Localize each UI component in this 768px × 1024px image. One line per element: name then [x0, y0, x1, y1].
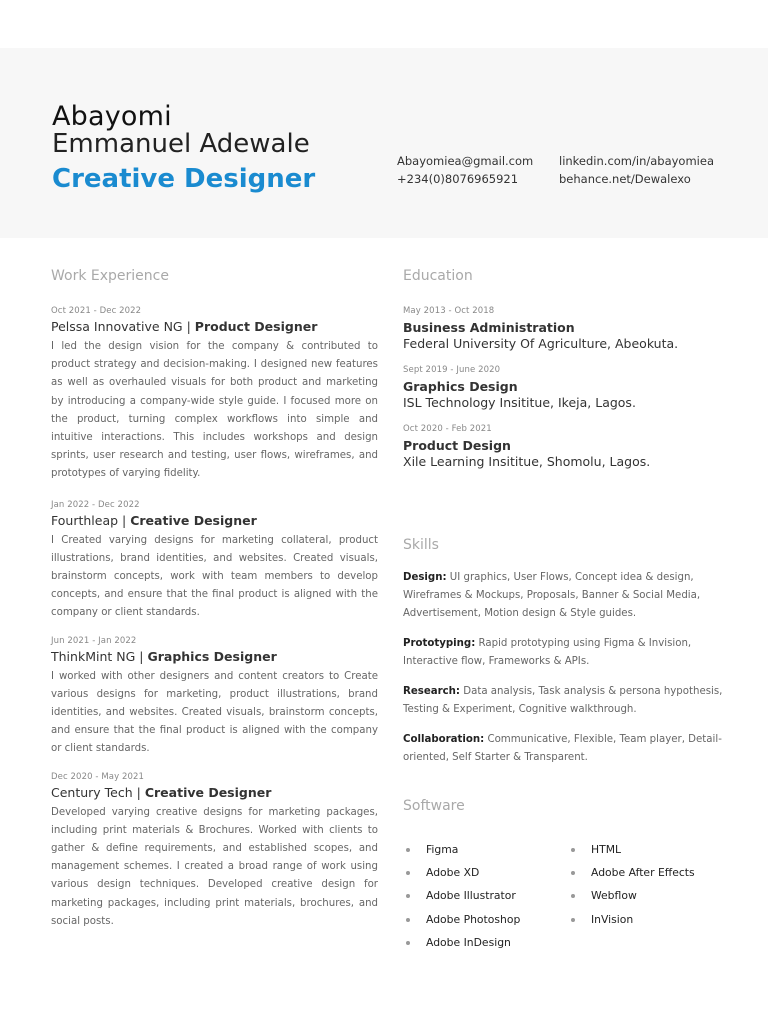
education-school: ISL Technology Insititue, Ikeja, Lagos. — [403, 395, 636, 410]
skill-text: UI graphics, User Flows, Concept idea & design, Wireframes & Mockups, Proposals, Banner & Social Media, Advertisement, Motion design & Style guides. — [403, 572, 701, 619]
job-date: Jan 2022 - Dec 2022 — [51, 499, 140, 510]
bullet-icon — [571, 894, 575, 898]
first-name: Abayomi — [52, 101, 172, 132]
bullet-icon — [406, 894, 410, 898]
job-role: Creative Designer — [52, 164, 316, 194]
education-title: Education — [403, 268, 473, 284]
skill-entry — [403, 569, 723, 623]
skill-text: Rapid prototyping using Figma & Invision, Interactive flow, Frameworks & APIs. — [403, 638, 692, 667]
software-item: Adobe InDesign — [426, 936, 511, 949]
software-item: Figma — [426, 843, 458, 856]
job-description: Developed varying creative designs for marketing packages, including print materials & Brochures. Worked with clients to gather & define requirements, and established scopes, and management schemes. I created a broad range of work using various design techniques. Developed creative design for marketing packages, including print materials, brochures, and social posts. — [51, 806, 378, 927]
behance-link[interactable]: behance.net/Dewalexo — [559, 172, 691, 186]
job-date: Oct 2021 - Dec 2022 — [51, 306, 142, 316]
job-heading: ThinkMint NG | Graphics Designer — [51, 648, 277, 664]
work-experience-title: Work Experience — [51, 268, 169, 284]
job-description: I Created varying designs for marketing collateral, product illustrations, brand identities, and websites. Created visuals, brainstorm concepts, work with team members to develop concepts, and ensure that the final product is aligned with the company or client standards. — [51, 534, 378, 619]
job-role: Creative Designer — [144, 784, 272, 800]
job-date: Dec 2020 - May 2021 — [51, 771, 145, 782]
contact-column-2 — [559, 152, 714, 188]
job-role: Product Designer — [194, 319, 318, 334]
education-entry — [403, 365, 723, 410]
bullet-icon — [571, 918, 575, 922]
job-entry — [51, 500, 378, 623]
software-title: Software — [403, 798, 465, 814]
software-item: Adobe XD — [426, 866, 479, 879]
bullet-icon — [406, 871, 410, 875]
job-company: ThinkMint NG — [51, 648, 136, 664]
software-section — [403, 798, 723, 949]
bullet-icon — [571, 871, 575, 875]
education-entry — [403, 306, 723, 351]
software-item: Adobe After Effects — [591, 866, 695, 879]
job-entry — [51, 306, 378, 484]
job-description: I worked with other designers and content creators to Create various designs for marketing, product illustrations, brand identities, and websites. Created visuals, brainstorm concepts, and ensure that the final product is aligned with the company or client standards. — [51, 670, 378, 755]
job-date: Jun 2021 - Jan 2022 — [51, 635, 137, 646]
education-entry — [403, 424, 723, 469]
job-description: I led the design vision for the company & contributed to product strategy and decision-making. I designed new features as well as overhauled visuals for both product and marketing by introducing a company-wide style guide. I focused more on the product, turning complex workflows into simple and intuitive interactions. This includes workshops and design sprints, user research and testing, user flows, wireframes, and prototypes of varying fidelity. — [51, 341, 378, 480]
software-item: InVision — [591, 913, 633, 926]
job-role: Graphics Designer — [147, 648, 277, 664]
phone-number: +234(0)8076965921 — [397, 172, 519, 186]
skill-entry — [403, 683, 723, 719]
software-item: Adobe Photoshop — [426, 913, 520, 926]
job-company: Fourthleap — [51, 512, 119, 528]
job-heading: Pelssa Innovative NG | Product Designer — [51, 319, 318, 334]
skill-text: Communicative, Flexible, Team player, Detail-oriented, Self Starter & Transparent. — [403, 734, 722, 763]
software-item: Webflow — [591, 889, 637, 902]
skill-label: Prototyping: — [403, 638, 476, 649]
education-degree: Business Administration — [403, 320, 575, 335]
education-date: May 2013 - Oct 2018 — [403, 306, 495, 316]
bullet-icon — [406, 918, 410, 922]
education-date: Sept 2019 - June 2020 — [403, 365, 501, 375]
job-entry — [51, 636, 378, 759]
job-company: Century Tech — [51, 784, 133, 800]
skill-entry — [403, 731, 723, 767]
education-school: Xile Learning Insititue, Shomolu, Lagos. — [403, 454, 651, 469]
skills-title: Skills — [403, 537, 439, 553]
job-heading: Fourthleap | Creative Designer — [51, 512, 257, 528]
software-item: HTML — [591, 843, 621, 856]
job-role: Creative Designer — [130, 512, 257, 528]
skill-label: Design: — [403, 572, 447, 583]
software-item: Adobe Illustrator — [426, 889, 516, 902]
linkedin-link[interactable]: linkedin.com/in/abayomiea — [559, 154, 714, 168]
education-degree: Product Design — [403, 438, 511, 453]
skill-label: Research: — [403, 686, 460, 697]
email-link[interactable]: Abayomiea@gmail.com — [397, 154, 534, 168]
skill-text: Data analysis, Task analysis & persona hypothesis, Testing & Experiment, Cognitive walkthrough. — [403, 686, 723, 715]
bullet-icon — [406, 848, 410, 852]
skills-section — [403, 537, 723, 767]
job-heading: Century Tech | Creative Designer — [51, 784, 272, 800]
job-entry — [51, 772, 378, 931]
last-names: Emmanuel Adewale — [52, 129, 310, 159]
resume-header — [0, 48, 768, 238]
education-degree: Graphics Design — [403, 379, 518, 394]
education-date: Oct 2020 - Feb 2021 — [403, 424, 492, 434]
work-experience-section — [51, 268, 378, 931]
skill-label: Collaboration: — [403, 734, 485, 745]
skill-entry — [403, 635, 723, 671]
bullet-icon — [406, 941, 410, 945]
job-company: Pelssa Innovative NG — [51, 319, 183, 334]
contact-column-1 — [397, 152, 533, 188]
bullet-icon — [571, 848, 575, 852]
education-section — [403, 268, 723, 469]
education-school: Federal University Of Agriculture, Abeokuta. — [403, 336, 679, 351]
